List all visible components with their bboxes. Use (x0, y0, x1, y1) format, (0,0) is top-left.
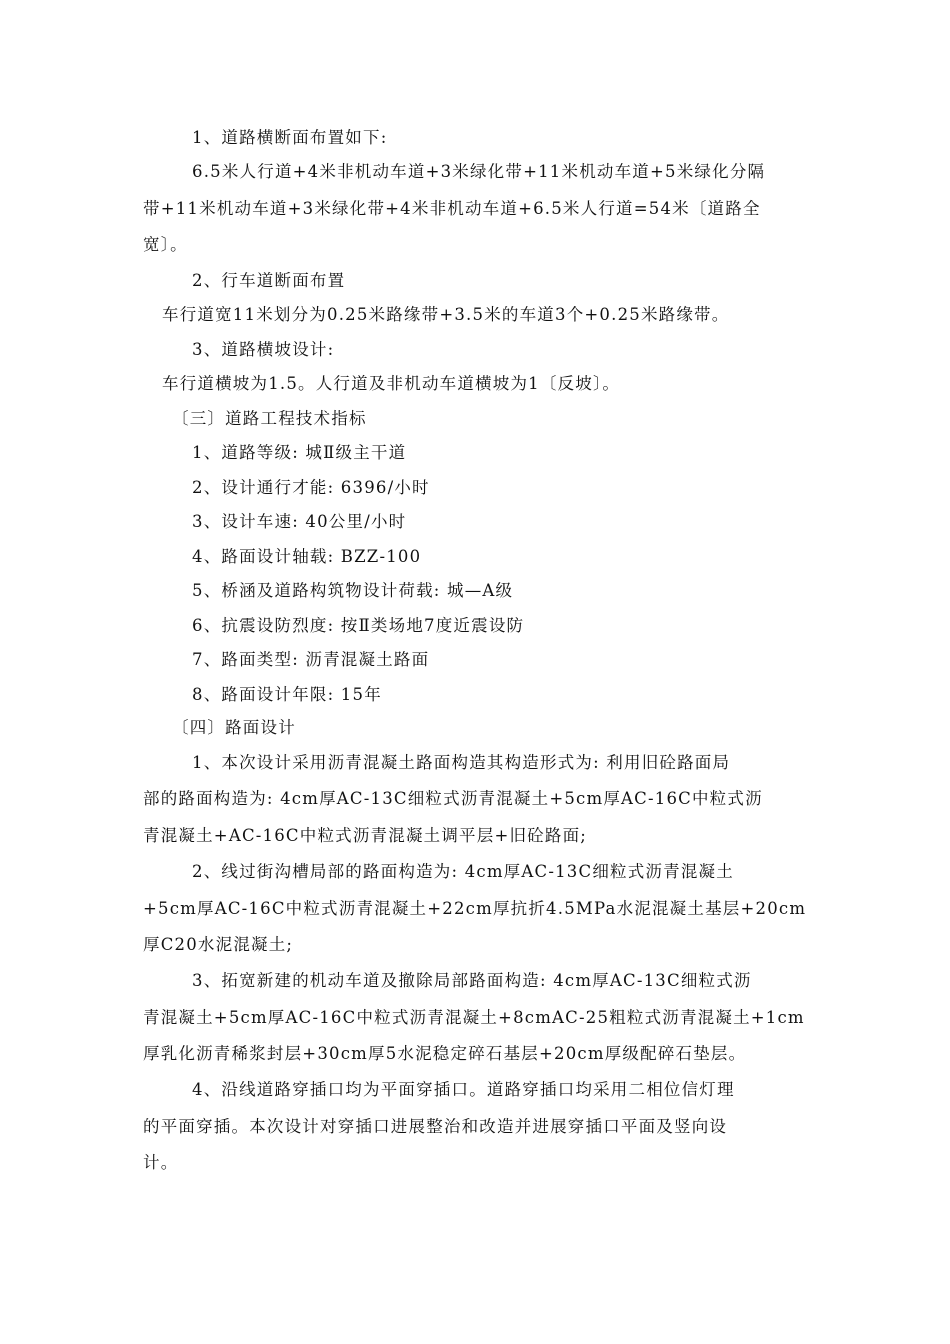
text-line: 2、设计通行才能: 6396/小时 (192, 478, 430, 497)
text-line: 8、路面设计年限: 15年 (192, 685, 382, 704)
text-line: 3、设计车速: 40公里/小时 (192, 512, 407, 531)
text-line: 厚C20水泥混凝土; (143, 935, 294, 954)
text-line: 车行道宽11米划分为0.25米路缘带+3.5米的车道3个+0.25米路缘带。 (162, 305, 730, 324)
section-heading: 〔三〕道路工程技术指标 (172, 409, 367, 428)
section-heading: 〔四〕路面设计 (172, 718, 296, 737)
text-line: 的平面穿插。本次设计对穿插口进展整治和改造并进展穿插口平面及竖向设 (143, 1117, 728, 1136)
text-line: 3、道路横坡设计: (192, 340, 335, 359)
text-line: 青混凝土+AC-16C中粒式沥青混凝土调平层+旧砼路面; (143, 826, 588, 845)
text-line: 5、桥涵及道路构筑物设计荷载: 城—A级 (192, 581, 514, 600)
text-line: 1、本次设计采用沥青混凝土路面构造其构造形式为: 利用旧砼路面局 (192, 753, 731, 772)
text-line: 计。 (143, 1153, 179, 1172)
text-line: 部的路面构造为: 4cm厚AC-13C细粒式沥青混凝土+5cm厚AC-16C中粒式沥 (143, 789, 763, 808)
text-line: 车行道横坡为1.5。人行道及非机动车道横坡为1〔反坡〕。 (162, 374, 621, 393)
text-line: 1、道路横断面布置如下: (192, 128, 388, 147)
text-line: +5cm厚AC-16C中粒式沥青混凝土+22cm厚抗折4.5MPa水泥混凝土基层+20cm (143, 899, 807, 918)
text-line: 7、路面类型: 沥青混凝土路面 (192, 650, 430, 669)
text-line: 4、路面设计轴载: BZZ-100 (192, 547, 422, 566)
text-line: 1、道路等级: 城Ⅱ级主干道 (192, 443, 407, 462)
text-line: 带+11米机动车道+3米绿化带+4米非机动车道+6.5米人行道=54米〔道路全 (143, 199, 761, 218)
text-line: 4、沿线道路穿插口均为平面穿插口。道路穿插口均采用二相位信灯理 (192, 1080, 735, 1099)
text-line: 宽〕。 (143, 235, 188, 254)
text-line: 3、拓宽新建的机动车道及撤除局部路面构造: 4cm厚AC-13C细粒式沥 (192, 971, 752, 990)
text-line: 青混凝土+5cm厚AC-16C中粒式沥青混凝土+8cmAC-25粗粒式沥青混凝土+1cm (143, 1008, 805, 1027)
text-line: 6.5米人行道+4米非机动车道+3米绿化带+11米机动车道+5米绿化分隔 (192, 162, 766, 181)
text-line: 2、线过街沟槽局部的路面构造为: 4cm厚AC-13C细粒式沥青混凝土 (192, 862, 734, 881)
text-line: 2、行车道断面布置 (192, 271, 346, 290)
text-line: 厚乳化沥青稀浆封层+30cm厚5水泥稳定碎石基层+20cm厚级配碎石垫层。 (143, 1044, 747, 1063)
text-line: 6、抗震设防烈度: 按Ⅱ类场地7度近震设防 (192, 616, 525, 635)
